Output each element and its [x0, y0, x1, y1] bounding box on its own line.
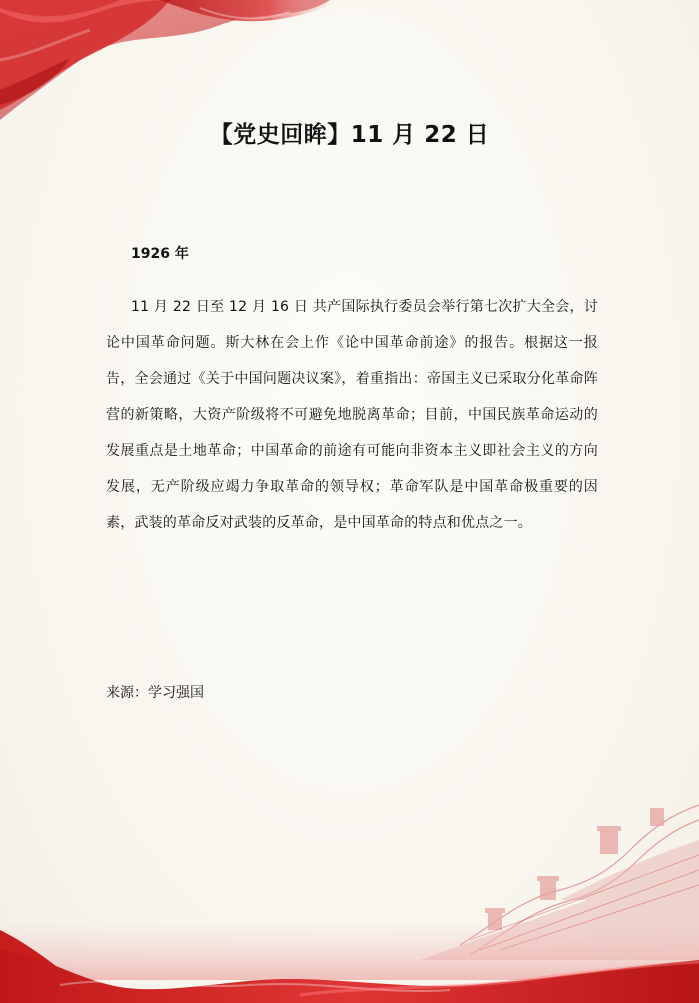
- document-title: 【党史回眸】11 月 22 日: [209, 122, 490, 148]
- source-line: [106, 682, 204, 702]
- year-heading: 1926 年: [131, 246, 189, 262]
- source-value: 学习强国: [148, 685, 204, 701]
- event-paragraph: 11 月 22 日至 12 月 16 日 共产国际执行委员会举行第七次扩大全会，讨论中国革命问题。斯大林在会上作《论中国革命前途》的报告。根据这一报告，全会通过《关于中国问题决议案》，着重指出：帝国主义已采取分化革命阵营的新策略，大资产阶级将不可避免地脱离革命；目前，中国民族革命运动的发展重点是土地革命；中国革命的前途有可能向非资本主义即社会主义的方向发展，无产阶级应竭力争取革命的领导权；革命军队是中国革命极重要的因素，武装的革命反对武装的反革命，是中国革命的特点和优点之一。: [106, 299, 598, 531]
- source-label: 来源：: [106, 685, 148, 701]
